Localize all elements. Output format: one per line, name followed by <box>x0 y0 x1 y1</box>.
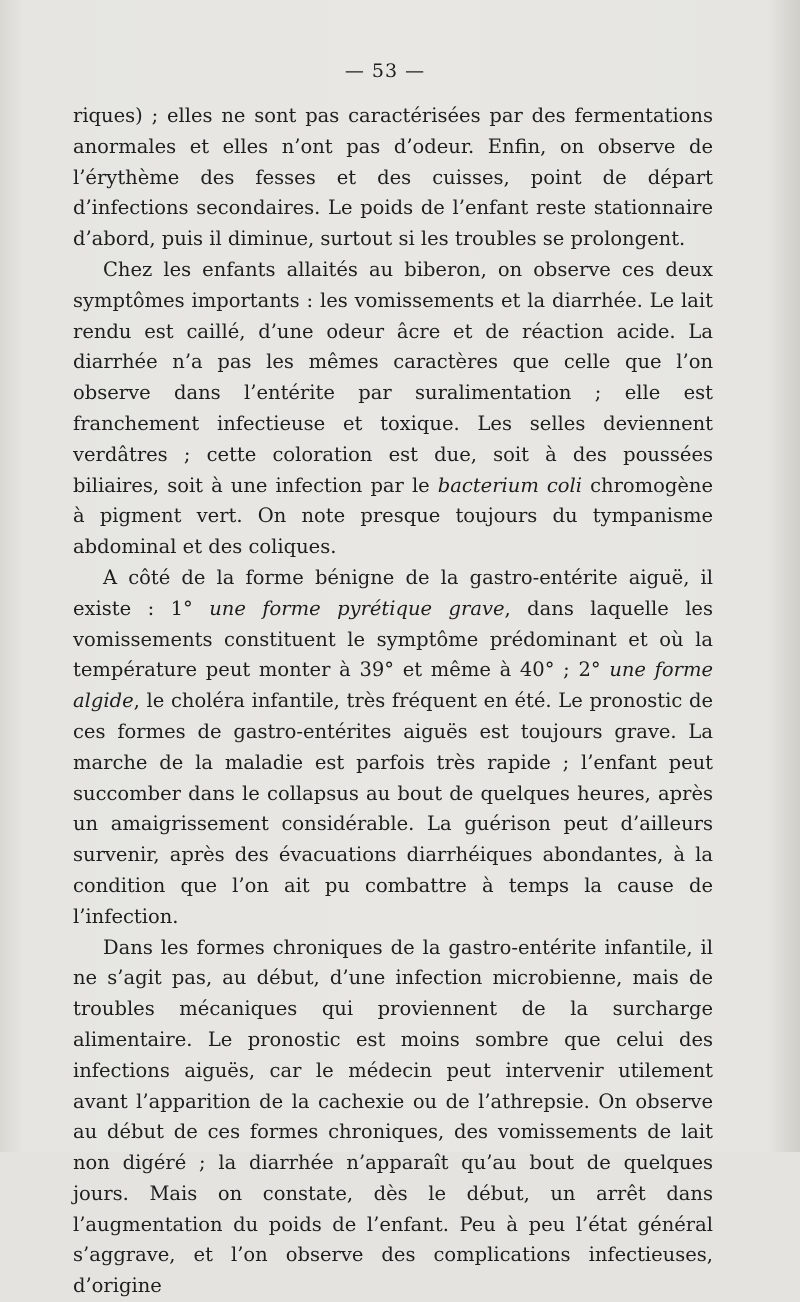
italic-text: une forme pyrétique grave <box>209 596 505 620</box>
page-number: — 53 — <box>344 60 426 82</box>
text-segment: Dans les formes chroniques de la gastro-entérite infantile, il ne s’agit pas, au début, d’une infection microbienne, mais de troubles mécaniques qui proviennent de la surcharge alimentaire. Le pronostic est moins sombre que celui des infections aiguës, car le médecin peut intervenir utilement avant l’apparition de la cachexie ou de l’athrepsie. On observe au début de ces formes chroniques, des vomissements de lait non digéré ; la diarrhée n’apparaît qu’au bout de quelques jours. Mais on constate, dès le début, un arrêt dans l’augmentation du poids de l’enfant. Peu à peu l’état général s’aggrave, et l’on observe des complications infectieuses, d’origine <box>73 935 713 1298</box>
paragraph <box>73 563 713 933</box>
italic-text: bacterium coli <box>437 473 583 497</box>
paragraph <box>73 101 713 255</box>
text-segment: A côté de la forme bénigne de la gastro-entérite aiguë, il existe : 1° <box>73 565 713 620</box>
paragraph <box>73 255 713 563</box>
body-text <box>73 101 713 1302</box>
text-segment: chromogène à pigment vert. On note presque toujours du tympanisme abdominal et des coliques. <box>73 473 713 559</box>
italic-text: une forme algide <box>73 658 713 713</box>
text-segment: riques) ; elles ne sont pas caractérisées par des fermentations anormales et elles n’ont pas d’odeur. Enfin, on observe de l’érythème des fesses et des cuisses, point de départ d’infections secondaires. Le poids de l’enfant reste stationnaire d’abord, puis il diminue, surtout si les troubles se prolongent. <box>73 104 713 251</box>
text-segment: , le choléra infantile, très fréquent en été. Le pronostic de ces formes de gastro-entérites aiguës est toujours grave. La marche de la maladie est parfois très rapide ; l’enfant peut succomber dans le collapsus au bout de quelques heures, après un amaigrissement considérable. La guérison peut d’ailleurs survenir, après des évacuations diarrhéiques abondantes, à la condition que l’on ait pu combattre à temps la cause de l’infection. <box>73 689 713 928</box>
text-segment: Chez les enfants allaités au biberon, on observe ces deux symptômes importants : les vomissements et la diarrhée. Le lait rendu est caillé, d’une odeur âcre et de réaction acide. La diarrhée n’a pas les mêmes caractères que celle que l’on observe dans l’entérite par suralimentation ; elle est franchement infectieuse et toxique. Les selles deviennent verdâtres ; cette coloration est due, soit à des poussées biliaires, soit à une infection par le <box>73 257 713 497</box>
text-segment: , dans laquelle les vomissements constituent le symptôme prédominant et où la température peut monter à 39° et même à 40° ; 2° <box>73 596 713 682</box>
paragraph <box>73 933 713 1302</box>
